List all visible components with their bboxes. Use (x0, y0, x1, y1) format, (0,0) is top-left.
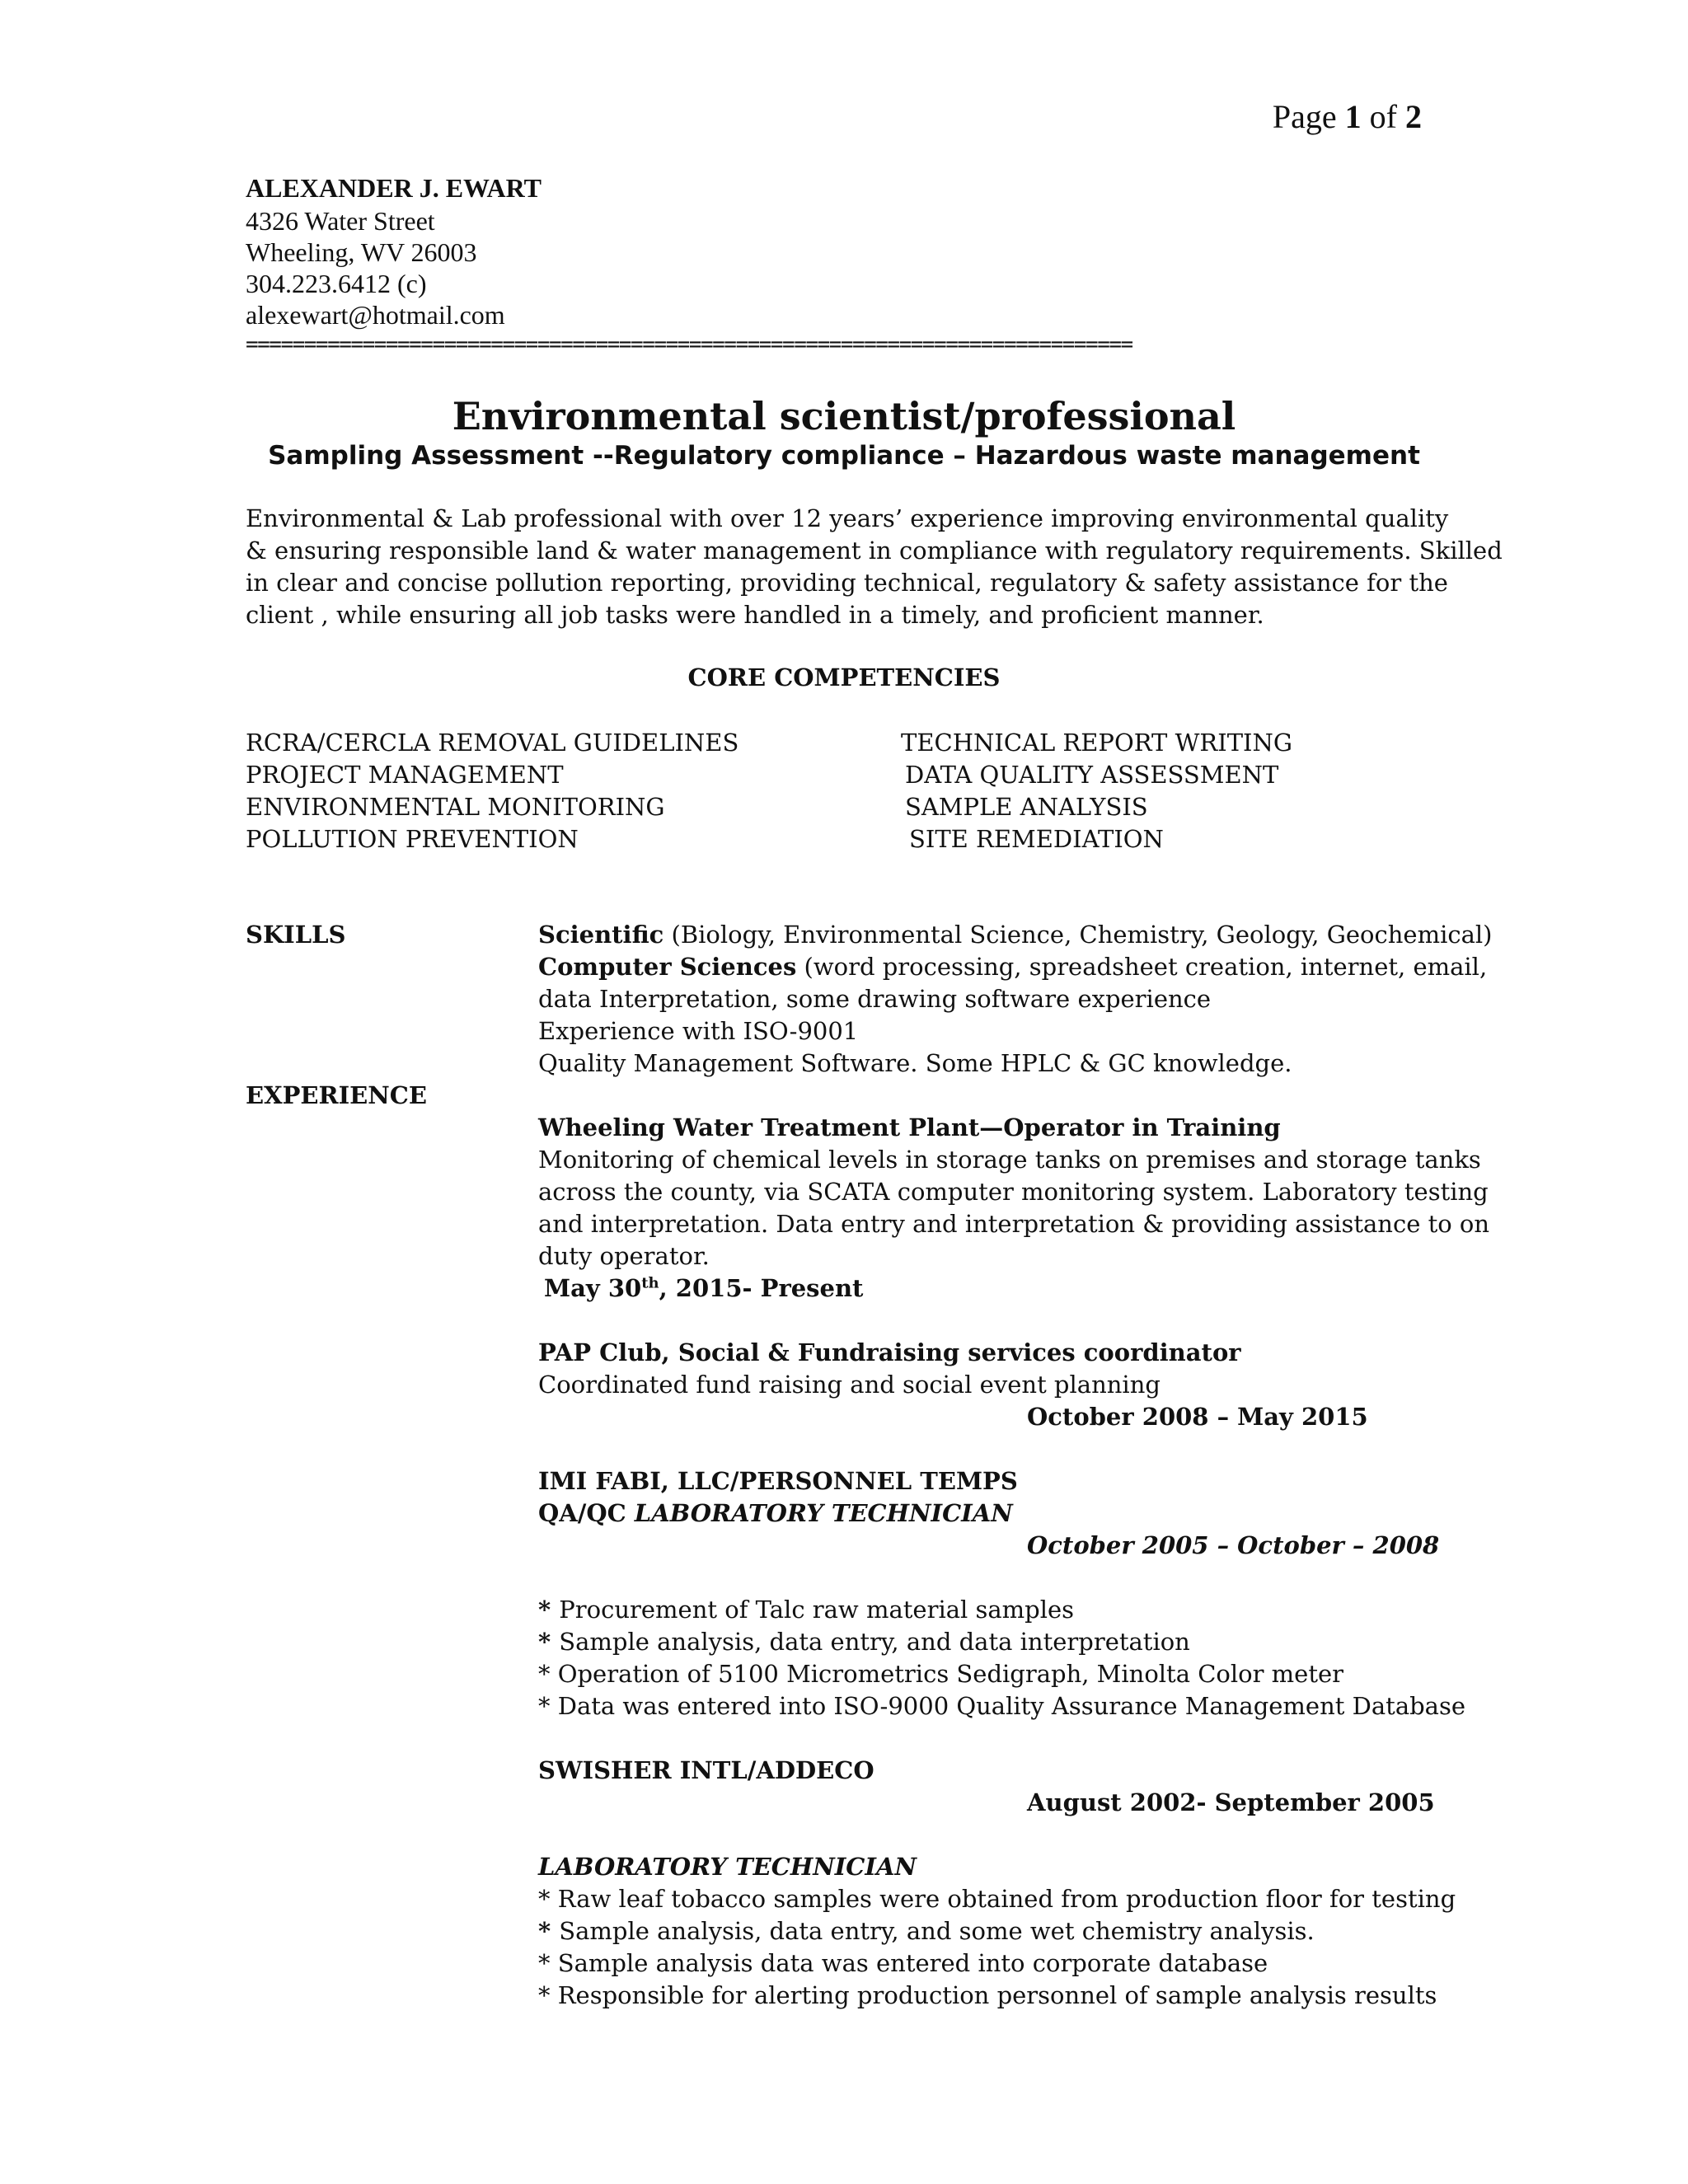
job-bullet: * Sample analysis data was entered into corporate database (538, 1949, 1268, 1977)
job-description: and interpretation. Data entry and interpretation & providing assistance to on (538, 1210, 1490, 1238)
skills-scientific-text: (Biology, Environmental Science, Chemistry, Geology, Geochemical) (663, 921, 1493, 949)
job-description: Coordinated fund raising and social event planning (538, 1371, 1160, 1399)
divider-line: ============================================================================ (246, 332, 1132, 357)
job-title: Wheeling Water Treatment Plant—Operator in Training (538, 1113, 1281, 1141)
job-role-prefix: QA/QC (538, 1499, 635, 1527)
skills-computer-cont: data Interpretation, some drawing software experience (538, 985, 1212, 1013)
skills-computer-text: (word processing, spreadsheet creation, internet, email, (796, 953, 1488, 981)
competency-item: ENVIRONMENTAL MONITORING (246, 793, 665, 821)
phone-number: 304.223.6412 (c) (246, 269, 427, 298)
job-bullet: * Sample analysis, data entry, and data interpretation (538, 1628, 1190, 1656)
competency-item: RCRA/CERCLA REMOVAL GUIDELINES (246, 729, 739, 757)
street-address: 4326 Water Street (246, 206, 435, 236)
job-company: IMI FABI, LLC/PERSONNEL TEMPS (538, 1467, 1018, 1495)
candidate-name: ALEXANDER J. EWART (246, 173, 542, 203)
job-bullet: * Operation of 5100 Micrometrics Sedigraph, Minolta Color meter (538, 1660, 1344, 1688)
summary-line: Environmental & Lab professional with over 12 years’ experience improving environmental quality (246, 504, 1449, 532)
experience-heading: EXPERIENCE (246, 1081, 427, 1109)
skills-qms: Quality Management Software. Some HPLC & GC knowledge. (538, 1049, 1292, 1077)
email-address[interactable]: alexewart@hotmail.com (246, 300, 505, 330)
job-description: duty operator. (538, 1242, 710, 1270)
job-role (538, 1499, 1013, 1527)
page-number (1273, 97, 1422, 136)
job-role: LABORATORY TECHNICIAN (538, 1853, 917, 1881)
competency-item: DATA QUALITY ASSESSMENT (905, 761, 1279, 789)
job-date-suffix: th (641, 1274, 659, 1292)
page-label: Page (1272, 98, 1337, 135)
job-dates: October 2008 – May 2015 (1027, 1403, 1368, 1431)
page-of: of (1369, 98, 1397, 135)
summary-line: client , while ensuring all job tasks were handled in a timely, and proficient manner. (246, 601, 1264, 629)
skills-scientific-label: Scientific (538, 921, 664, 949)
summary-line: & ensuring responsible land & water management in compliance with regulatory requirements. Skilled (246, 537, 1503, 565)
page-total: 2 (1405, 98, 1422, 135)
summary-line: in clear and concise pollution reporting, providing technical, regulatory & safety assistance for the (246, 569, 1448, 597)
core-competencies-title: CORE COMPETENCIES (687, 663, 1001, 691)
headline: Environmental scientist/professional (452, 394, 1236, 438)
job-bullet: * Procurement of Talc raw material samples (538, 1596, 1075, 1624)
job-bullet: * Raw leaf tobacco samples were obtained from production floor for testing (538, 1885, 1456, 1913)
job-dates: August 2002- September 2005 (1027, 1788, 1435, 1816)
skills-iso: Experience with ISO-9001 (538, 1017, 859, 1045)
subheadline: Sampling Assessment --Regulatory compliance – Hazardous waste management (268, 441, 1420, 471)
job-company: SWISHER INTL/ADDECO (538, 1756, 874, 1784)
job-description: Monitoring of chemical levels in storage tanks on premises and storage tanks (538, 1146, 1481, 1174)
job-bullet: * Sample analysis, data entry, and some wet chemistry analysis. (538, 1917, 1315, 1945)
job-title: PAP Club, Social & Fundraising services coordinator (538, 1338, 1241, 1366)
page-current: 1 (1344, 98, 1362, 135)
job-dates (544, 1274, 863, 1302)
competency-item: TECHNICAL REPORT WRITING (901, 729, 1293, 757)
skills-heading: SKILLS (246, 921, 346, 949)
skills-computer (538, 953, 1487, 981)
job-role-title: LABORATORY TECHNICIAN (634, 1499, 1013, 1527)
competency-item: SITE REMEDIATION (909, 825, 1164, 853)
skills-scientific (538, 921, 1493, 949)
job-dates: October 2005 – October – 2008 (1027, 1531, 1440, 1559)
job-date-end: , 2015- Present (659, 1274, 864, 1302)
competency-item: POLLUTION PREVENTION (246, 825, 579, 853)
city-state-zip: Wheeling, WV 26003 (246, 237, 477, 267)
job-date-start: May 30 (544, 1274, 642, 1302)
skills-computer-label: Computer Sciences (538, 953, 797, 981)
job-description: across the county, via SCATA computer monitoring system. Laboratory testing (538, 1178, 1489, 1206)
competency-item: SAMPLE ANALYSIS (905, 793, 1148, 821)
job-bullet: * Responsible for alerting production personnel of sample analysis results (538, 1981, 1437, 2009)
competency-item: PROJECT MANAGEMENT (246, 761, 564, 789)
job-bullet: * Data was entered into ISO-9000 Quality Assurance Management Database (538, 1692, 1466, 1720)
